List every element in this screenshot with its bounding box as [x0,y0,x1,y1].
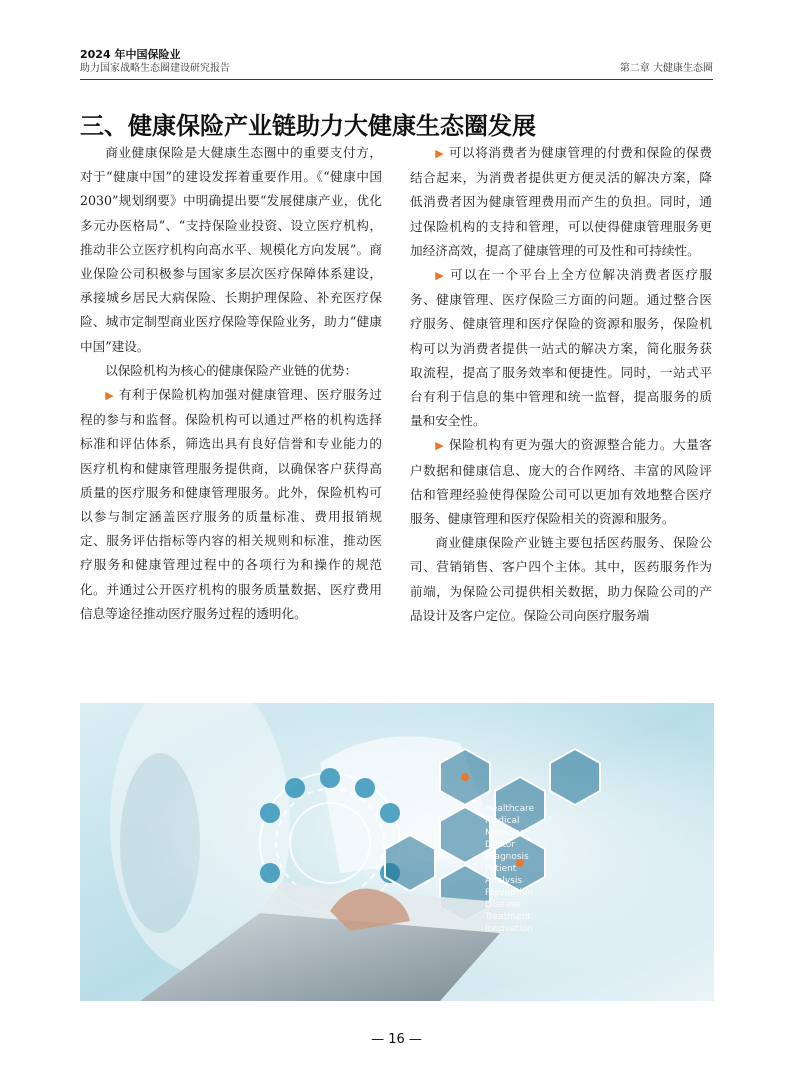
header-year-title: 2024 年中国保险业 [80,48,181,61]
bullet-paragraph [410,433,712,531]
screen-word: Healthcare [485,804,535,814]
screen-word: Treatment [485,912,531,922]
page-number: — 16 — [371,1032,422,1047]
left-column [80,141,382,626]
bullet-text: 保险机构有更为强大的资源整合能力。大量客户数据和健康信息、庞大的合作网络、丰富的风险评估和管理经验使得保险公司可以更加有效地整合医疗服务、健康管理和医疗保险相关的资源和服务。 [410,437,713,527]
triangle-bullet-icon: ▶ [435,269,445,283]
screen-word: Analysis [485,876,523,886]
triangle-bullet-icon: ▶ [435,147,445,160]
header-chapter: 第二章 大健康生态圈 [619,63,713,74]
screen-word: Medicine [485,828,526,838]
screen-word: Diagnosis [485,852,529,862]
screen-word: Medical [485,816,520,826]
paragraph: 商业健康保险是大健康生态圈中的重要支付方，对于“健康中国”的建设发挥着重要作用。《“健康中国 2030”规划纲要》中明确提出要“发展健康产业，优化多元办医格局”、“支持保险业投资、设立医疗机构，推动非公立医疗机构向高水平、规模化方向发展”。商业保险公司积极参与国家多层次医疗保障体系建设，承接城乡居民大病保险、长期护理保险、补充医疗保险、城市定制型商业医疗保险等保险业务，助力“健康中国”建设。 [80,145,382,354]
paragraph: 以保险机构为核心的健康保险产业链的优势： [105,362,358,378]
screen-word: Doctor [485,840,516,850]
photo-illustration [80,703,714,1001]
triangle-bullet-icon: ▶ [435,439,445,453]
header-report-title: 助力国家战略生态圈建设研究报告 [80,63,230,74]
screen-word: Innovation [485,924,533,934]
healthcare-tech-photo [80,703,714,1001]
paragraph: 商业健康保险产业链主要包括医药服务、保险公司、营销销售、客户四个主体。其中，医药服务作为前端，为保险公司提供相关数据，助力保险公司的产品设计及客户定位。保险公司向医疗服务端 [410,535,712,623]
bullet-paragraph [410,141,712,263]
bullet-paragraph [410,263,712,433]
bullet-text: 可以在一个平台上全方位解决消费者医疗服务、健康管理、医疗保险三方面的问题。通过整合医疗服务、健康管理和医疗保险的资源和服务，保险机构可以为消费者提供一站式的解决方案，简化服务获取流程，提高了服务效率和便捷性。同时，一站式平台有利于信息的集中管理和统一监督，提高服务的质量和安全性。 [410,267,712,429]
screen-word: Patient [485,864,517,874]
bullet-text: 有利于保险机构加强对健康管理、医疗服务过程的参与和监督。保险机构可以通过严格的机构选择标准和评估体系，筛选出具有良好信誉和专业能力的医疗机构和健康管理服务提供商，以确保客户获得高质量的医疗服务和健康管理服务。此外，保险机构可以参与制定涵盖医疗服务的质量标准、费用报销规定、服务评估指标等内容的相关规则和标准，推动医疗服务和健康管理过程中的各项行为和操作的规范化。并通过公开医疗机构的服务质量数据、医疗费用信息等途径推动医疗服务过程的透明化。 [80,387,383,621]
triangle-bullet-icon: ▶ [105,389,115,403]
section-title: 三、健康保险产业链助力大健康生态圈发展 [80,112,536,141]
bullet-text: 可以将消费者为健康管理的付费和保险的保费结合起来，为消费者提供更方便灵活的解决方案，降低消费者因为健康管理费用而产生的负担。同时，通过保险机构的支持和管理，可以使得健康管理服务更加经济高效，提高了健康管理的可及性和可持续性。 [410,145,713,258]
screen-word: Prevention [485,888,534,898]
right-column [410,141,712,628]
running-header [80,48,230,76]
screen-word: Disease [485,900,521,910]
header-divider [80,79,713,80]
bullet-paragraph [80,383,382,626]
